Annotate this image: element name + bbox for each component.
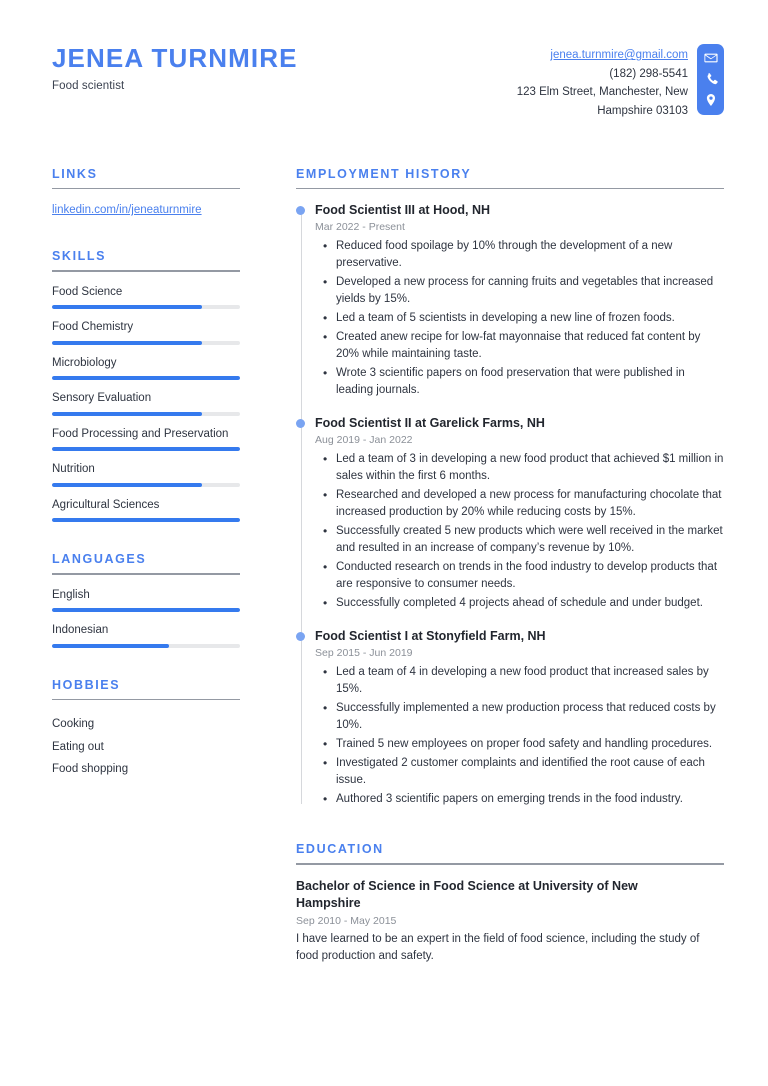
contact-email-row (517, 46, 688, 65)
employment-bullet: • Authored 3 scientific papers on emerging trends in the food industry. (315, 791, 724, 808)
education-date-range: Sep 2010 - May 2015 (296, 915, 397, 928)
employment-section-title: EMPLOYMENT HISTORY (296, 166, 472, 181)
resume-body (52, 167, 724, 966)
employment-bullet: • Researched and developed a new process for manufacturing chocolate that increased production by 20% while reducing costs by 15%. (315, 487, 724, 522)
languages-section-title: LANGUAGES (52, 552, 147, 567)
education-degree: Bachelor of Science in Food Science at University of New Hampshire (296, 878, 638, 911)
employment-bullet-list (315, 664, 724, 808)
link-item-linkedin[interactable]: linkedin.com/in/jeneaturnmire (52, 204, 202, 216)
skills-list (52, 285, 240, 523)
employment-entry (315, 415, 724, 612)
employment-date-range: Sep 2015 - Jun 2019 (315, 647, 413, 660)
skill-row (52, 498, 240, 523)
language-label: English (52, 588, 90, 601)
language-bar-track (52, 644, 240, 648)
employment-bullet: • Successfully implemented a new production process that reduced costs by 10%. (315, 700, 724, 735)
employment-entry (315, 202, 724, 399)
hobby-item: Cooking (52, 718, 95, 731)
section-rule (52, 573, 240, 575)
timeline-dot-icon (296, 632, 305, 641)
skills-section-title: SKILLS (52, 249, 107, 264)
languages-list (52, 588, 240, 648)
employment-timeline (296, 202, 724, 808)
skills-section (52, 249, 240, 522)
skill-bar-fill (52, 341, 202, 345)
language-label: Indonesian (52, 624, 109, 637)
skill-bar-fill (52, 518, 240, 522)
employment-title: Food Scientist I at Stonyfield Farm, NH (315, 629, 546, 644)
skill-bar-track (52, 341, 240, 345)
employment-bullet: • Successfully created 5 new products which were well received in the market and resulted in an increase of company’s revenue by 10%. (315, 523, 724, 558)
employment-bullet: • Conducted research on trends in the food industry to develop products that are responsive to consumer needs. (315, 559, 724, 594)
contact-icon-bar (697, 44, 724, 115)
skill-bar-track (52, 518, 240, 522)
education-entry (296, 878, 724, 966)
skill-label: Sensory Evaluation (52, 392, 152, 405)
resume-header (52, 44, 724, 121)
skill-label: Food Chemistry (52, 321, 134, 334)
skill-bar-fill (52, 483, 202, 487)
contact-address-line-2: Hampshire 03103 (597, 104, 688, 117)
skill-label: Food Processing and Preservation (52, 427, 229, 440)
employment-bullet-list (315, 451, 724, 612)
hobbies-list (52, 713, 240, 780)
skill-row (52, 320, 240, 345)
section-rule (52, 270, 240, 272)
section-rule (296, 863, 724, 865)
skill-row (52, 427, 240, 452)
timeline-dot-icon (296, 419, 305, 428)
employment-bullet: • Developed a new process for canning fruits and vegetables that increased yields by 15%. (315, 274, 724, 309)
contact-address-line-1: 123 Elm Street, Manchester, New (516, 86, 688, 99)
section-rule (52, 188, 240, 190)
employment-bullet: • Trained 5 new employees on proper food safety and handling procedures. (315, 736, 724, 753)
hobby-item: Food shopping (52, 763, 129, 776)
employment-bullet: • Reduced food spoilage by 10% through the development of a new preservative. (315, 238, 724, 273)
language-row (52, 588, 240, 613)
employment-section (296, 167, 724, 809)
hobby-item: Eating out (52, 740, 104, 753)
employment-bullet-list (315, 238, 724, 399)
candidate-job-title: Food scientist (52, 79, 125, 92)
sidebar (52, 167, 258, 811)
skill-bar-track (52, 412, 240, 416)
employment-title: Food Scientist II at Garelick Farms, NH (315, 416, 545, 431)
language-row (52, 623, 240, 648)
employment-date-range: Mar 2022 - Present (315, 220, 405, 233)
timeline-dot-icon (296, 206, 305, 215)
skill-bar-track (52, 305, 240, 309)
education-description: I have learned to be an expert in the field of food science, including the study of food production and safety. (296, 933, 700, 963)
skill-bar-track (52, 376, 240, 380)
education-section (296, 842, 724, 966)
employment-bullet: • Wrote 3 scientific papers on food preservation that were published in leading journals. (315, 365, 724, 400)
employment-bullet: • Created anew recipe for low-fat mayonnaise that reduced fat content by 20% while maintaining taste. (315, 329, 724, 364)
skill-bar-track (52, 447, 240, 451)
skill-bar-fill (52, 305, 202, 309)
employment-bullet: • Successfully completed 4 projects ahead of schedule and under budget. (315, 595, 724, 612)
employment-title: Food Scientist III at Hood, NH (315, 203, 490, 217)
main-column (258, 167, 724, 966)
phone-icon (704, 72, 718, 86)
skill-label: Microbiology (52, 356, 117, 369)
skill-row (52, 356, 240, 381)
links-section (52, 167, 240, 220)
education-list (296, 878, 724, 966)
employment-bullet: • Investigated 2 customer complaints and identified the root cause of each issue. (315, 755, 724, 790)
section-rule (296, 188, 724, 190)
location-pin-icon (704, 93, 718, 107)
skill-label: Agricultural Sciences (52, 498, 160, 511)
contact-details (517, 44, 688, 121)
skill-bar-fill (52, 412, 202, 416)
language-bar-fill (52, 608, 240, 612)
employment-bullet: • Led a team of 5 scientists in developing a new line of frozen foods. (315, 310, 724, 327)
hobbies-section (52, 678, 240, 781)
hobbies-section-title: HOBBIES (52, 677, 121, 692)
identity-block (52, 44, 298, 92)
employment-entry (315, 628, 724, 808)
skill-row (52, 391, 240, 416)
employment-date-range: Aug 2019 - Jan 2022 (315, 434, 413, 446)
candidate-name: JENEA TURNMIRE (52, 43, 298, 73)
skill-row (52, 462, 240, 487)
education-section-title: EDUCATION (296, 842, 384, 857)
envelope-icon (704, 51, 718, 65)
language-bar-track (52, 608, 240, 612)
contact-email[interactable]: jenea.turnmire@gmail.com (550, 49, 688, 61)
skill-bar-fill (52, 376, 240, 380)
employment-bullet: • Led a team of 3 in developing a new food product that achieved $1 million in sales within the first 6 months. (315, 451, 724, 486)
contact-block (517, 44, 724, 121)
skill-row (52, 285, 240, 310)
contact-phone: (182) 298-5541 (609, 67, 688, 80)
language-bar-fill (52, 644, 169, 648)
employment-bullet: • Led a team of 4 in developing a new food product that increased sales by 15%. (315, 664, 724, 699)
skill-bar-fill (52, 447, 240, 451)
skill-label: Food Science (52, 285, 123, 298)
links-section-title: LINKS (52, 166, 98, 181)
languages-section (52, 552, 240, 648)
section-rule (52, 699, 240, 701)
skill-bar-track (52, 483, 240, 487)
skill-label: Nutrition (52, 463, 95, 476)
